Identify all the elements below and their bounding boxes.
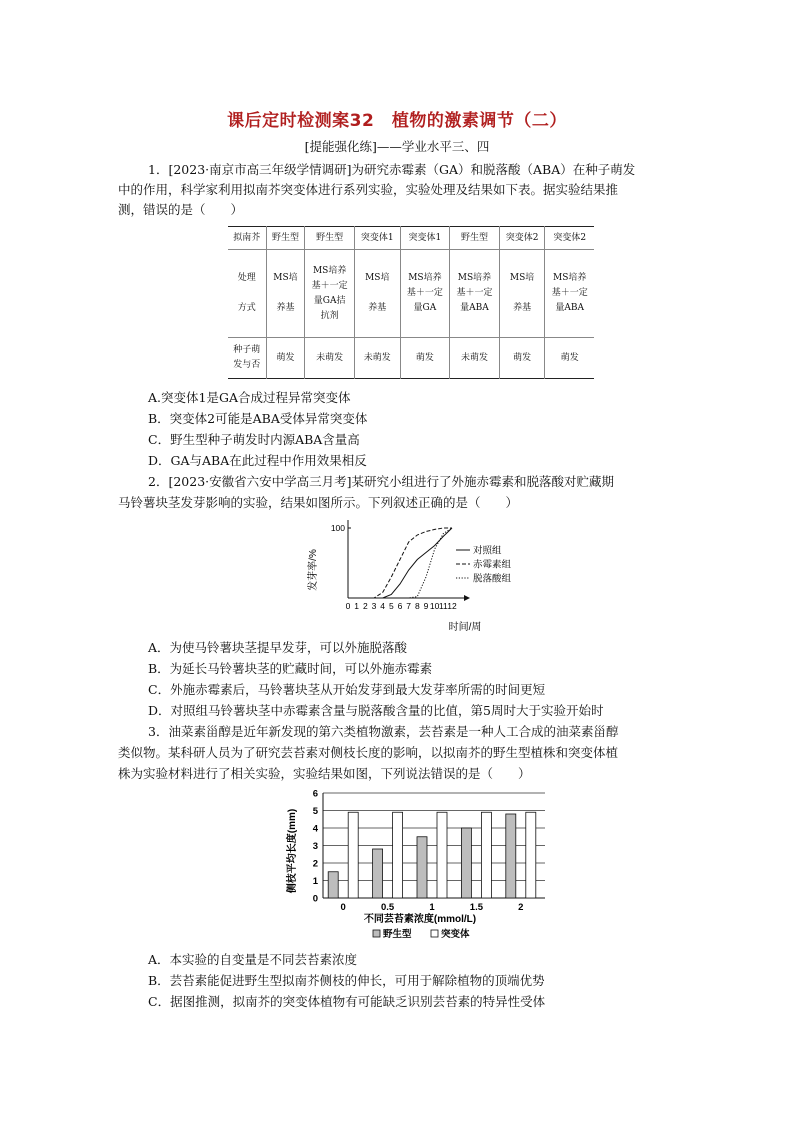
chart2-y-tick-label: 0 — [312, 893, 318, 905]
table-cell: 萌发 — [499, 338, 545, 379]
q2-line-1: 2．[2023·安徽省六安中学高三月考]某研究小组进行了外施赤霉素和脱落酸对贮藏期 — [148, 474, 614, 489]
q2-line-2: 马铃薯块茎发芽影响的实验，结果如图所示。下列叙述正确的是（ ） — [118, 495, 519, 510]
chart2-legend-swatch — [373, 930, 380, 937]
q1-option-a: A.突变体1是GA合成过程异常突变体 — [148, 390, 351, 405]
page-title: 课后定时检测案32 植物的激素调节（二） — [227, 111, 567, 131]
chart1-series-line — [348, 528, 452, 598]
chart1-series-line — [348, 528, 452, 598]
chart2-y-tick-label: 6 — [312, 788, 318, 800]
table-header-cell: 野生型 — [450, 227, 500, 250]
q1-line-1: 1．[2023·南京市高三年级学情调研]为研究赤霉素（GA）和脱落酸（ABA）在种子萌发 — [148, 162, 636, 177]
q2-option-b: B．为延长马铃薯块茎的贮藏时间，可以外施赤霉素 — [148, 661, 433, 676]
chart2-bar — [461, 828, 471, 898]
table-header-cell: 突变体1 — [354, 227, 400, 250]
chart2-x-tick-label: 2 — [518, 902, 524, 913]
chart1-x-tick-label: 8 — [414, 601, 420, 611]
chart1-x-tick-label: 11 — [438, 601, 448, 611]
q1-table — [228, 226, 594, 379]
chart2-bar — [526, 812, 536, 898]
chart1-ylabel: 发芽率/% — [308, 549, 319, 591]
section-subtitle: [提能强化练]——学业水平三、四 — [304, 139, 490, 154]
q1-option-c: C．野生型种子萌发时内源ABA含量高 — [148, 432, 360, 447]
chart2-ylabel: 侧枝平均长度(mm) — [287, 808, 298, 894]
q1-line-3: 测，错误的是（ ） — [118, 202, 244, 217]
chart1-x-tick-label: 4 — [380, 601, 386, 611]
table-cell: 萌发 — [266, 338, 305, 379]
chart1-x-tick-label: 5 — [388, 601, 394, 611]
q3-line-2: 类似物。某科研人员为了研究芸苔素对侧枝长度的影响，以拟南芥的野生型植株和突变体植 — [118, 745, 619, 760]
table-cell: 未萌发 — [354, 338, 400, 379]
q3-line-3: 株为实验材料进行了相关实验，实验结果如图，下列说法错误的是（ ） — [118, 766, 531, 781]
chart2-y-tick-label: 2 — [312, 858, 318, 870]
chart2-x-tick-label: 0.5 — [380, 902, 395, 913]
table-cell: 萌发 — [560, 352, 579, 363]
table-cell: MS培 养基 — [499, 250, 545, 338]
chart1-x-arrow — [464, 595, 470, 601]
chart1-legend-label: 赤霉素组 — [473, 559, 512, 571]
table-cell: MS培养 基＋一定 量ABA — [450, 250, 500, 338]
chart2-y-tick-label: 1 — [312, 876, 318, 887]
table-header-cell: 野生型 — [266, 227, 305, 250]
chart2-x-tick-label: 0 — [340, 902, 346, 913]
table-row-label: 种子萌 发与否 — [228, 338, 266, 379]
chart1-x-tick-label: 7 — [406, 601, 412, 611]
chart2-legend-swatch — [431, 930, 438, 937]
table-cell: MS培 养基 — [354, 250, 400, 338]
table-cell: 萌发 — [400, 338, 450, 379]
chart1-x-tick-label: 2 — [362, 601, 368, 611]
table-header-cell: 突变体1 — [400, 227, 450, 250]
chart2-bar — [348, 812, 358, 898]
branch-length-bar-chart — [275, 786, 555, 948]
q3-line-1: 3．油菜素甾醇是近年新发现的第六类植物激素，芸苔素是一种人工合成的油菜素甾醇 — [148, 724, 619, 739]
chart1-x-tick-label: 1 — [354, 601, 360, 611]
table-header-cell: 突变体2 — [545, 227, 594, 250]
chart2-bar — [417, 837, 427, 898]
chart1-series-line — [348, 528, 452, 598]
table-cell: 未萌发 — [305, 338, 355, 379]
q3-option-a: A．本实验的自变量是不同芸苔素浓度 — [148, 952, 358, 967]
q2-option-c: C．外施赤霉素后，马铃薯块茎从开始发芽到最大发芽率所需的时间更短 — [148, 682, 546, 697]
q1-option-d: D．GA与ABA在此过程中作用效果相反 — [148, 453, 367, 468]
table-cell: MS培养 基＋一定 量GA拮 抗剂 — [305, 250, 355, 338]
table-row-treatment — [228, 250, 594, 338]
chart2-x-tick-label: 1 — [429, 902, 435, 913]
table-cell: MS培 养基 — [266, 250, 305, 338]
chart2-bar — [437, 812, 447, 898]
q1-line-2: 中的作用，科学家利用拟南芥突变体进行系列实验，实验处理及结果如下表。据实验结果推 — [118, 182, 619, 197]
chart2-y-tick-label: 3 — [312, 841, 318, 852]
chart1-x-tick-label: 12 — [447, 601, 457, 611]
table-cell: MS培养 基＋一定 量ABA — [545, 250, 594, 338]
chart1-x-tick-label: 3 — [371, 601, 377, 611]
q3-option-b: B．芸苔素能促进野生型拟南芥侧枝的伸长，可用于解除植物的顶端优势 — [148, 973, 545, 988]
chart2-legend-label: 野生型 — [383, 929, 412, 940]
table-header-cell: 突变体2 — [499, 227, 545, 250]
table-header-row — [228, 227, 594, 250]
q3-option-c: C．据图推测，拟南芥的突变体植物有可能缺乏识别芸苔素的特异性受体 — [148, 994, 546, 1009]
chart1-legend-label: 脱落酸组 — [473, 573, 512, 585]
chart1-x-tick-label: 0 — [345, 601, 351, 611]
table-header-cell: 野生型 — [305, 227, 355, 250]
table-header-cell: 拟南芥 — [228, 227, 266, 250]
table-row-result — [228, 338, 594, 379]
chart2-y-tick-label: 5 — [312, 806, 318, 817]
chart2-bar — [373, 849, 383, 898]
chart1-x-tick-label: 9 — [423, 601, 429, 611]
chart2-x-tick-label: 1.5 — [469, 902, 484, 913]
q2-option-a: A．为使马铃薯块茎提早发芽，可以外施脱落酸 — [148, 640, 408, 655]
table-cell: 未萌发 — [450, 338, 500, 379]
chart2-bar — [506, 814, 516, 898]
q2-option-d: D．对照组马铃薯块茎中赤霉素含量与脱落酸含量的比值，第5周时大于实验开始时 — [148, 703, 604, 718]
chart2-bar — [328, 872, 338, 898]
chart2-xlabel: 不同芸苔素浓度(mmol/L) — [363, 914, 477, 925]
chart2-legend-label: 突变体 — [441, 929, 470, 940]
germination-line-chart — [300, 520, 530, 635]
chart2-bar — [481, 812, 491, 898]
chart1-x-tick-label: 6 — [397, 601, 403, 611]
chart1-x-tick-label: 10 — [429, 601, 440, 611]
chart1-xlabel: 时间/周 — [448, 622, 482, 633]
chart2-bar — [393, 812, 403, 898]
table-cell: MS培养 基＋一定 量GA — [400, 250, 450, 338]
table-row-label: 处理 方式 — [228, 250, 266, 338]
chart1-y-tick-label: 100 — [330, 523, 345, 533]
chart2-y-tick-label: 4 — [312, 823, 318, 835]
chart1-legend-label: 对照组 — [473, 545, 502, 557]
q1-option-b: B．突变体2可能是ABA受体异常突变体 — [148, 411, 368, 426]
